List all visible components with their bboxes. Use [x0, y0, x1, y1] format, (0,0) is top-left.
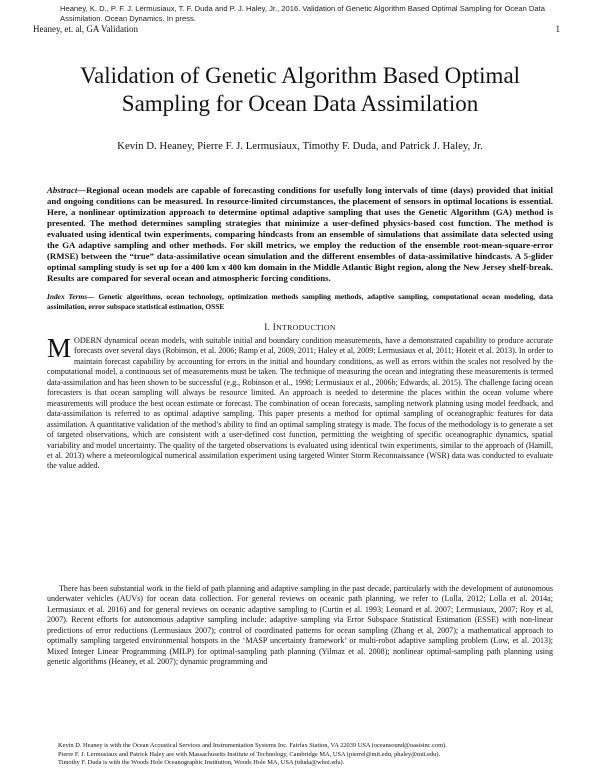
running-head: [33, 24, 560, 35]
running-head-text: Heaney, et. al, GA Validation: [33, 24, 138, 34]
section-heading: [40, 322, 560, 332]
citation-header: Heaney, K. D., P. F. J. Lermusiaux, T. F. Duda and P. J. Haley, Jr., 2016. Validation of Genetic Algorithm Based Optimal Sampling for Ocean Data Assimilation. Ocean Dynamics. In press.: [60, 4, 545, 23]
drop-cap: M: [47, 333, 72, 363]
section-title-rest: NTRODUCTION: [276, 323, 336, 332]
abstract-text: —Regional ocean models are capable of forecasting conditions for usefully long intervals of time (days) provided that initial and ongoing conditions can be measured. In resource-limited circumstances, the placement of sensors in optimal locations is essential. Here, a nonlinear optimization approach to determine optimal adaptive sampling that uses the Genetic Algorithm (GA) method is presented. The method determines sampling strategies that minimize a user-defined physics-based cost function. The method is evaluated using identical twin experiments, comparing hindcasts from an ensemble of simulations that assimilate data selected using the GA adaptive sampling and other methods. For skill metrics, we employ the reduction of the ensemble root-mean-square-error (RMSE) between the “true” data-assimilative ocean simulation and the different ensembles of data-assimilative hindcasts. A 5-glider optimal sampling study is set up for a 400 km x 400 km domain in the Middle Atlantic Bight region, along the New Jersey shelf-break. Results are compared for several ocean and atmospheric forcing conditions.: [47, 185, 553, 283]
section-numeral: I.: [264, 322, 271, 332]
paper-title: Validation of Genetic Algorithm Based Optimal Sampling for Ocean Data Assimilation: [79, 63, 521, 116]
footnote: Timothy F. Duda is with the Woods Hole Oceanographic Institution, Woods Hole MA, USA (tduda@whoi.edu).: [58, 759, 345, 766]
intro-paragraph-1: [47, 333, 553, 472]
abstract-label: Abstract: [47, 185, 78, 195]
author-footnotes: [47, 742, 553, 768]
intro-lead-word: ODERN: [74, 336, 102, 345]
intro-paragraph-1-text: dynamical ocean models, with suitable initial and boundary condition measurements, have a demonstrated capability to produce accurate forecasts over several days (Robinson, et al. 2006; Ramp et al, 2009, 2011; Haley et al, 2009; Lermusiaux et al, 2011; Hoteit et al. 2013). In order to maintain forecast capability by accounting for errors in the initial and boundary conditions, as well as errors within the scales not resolved by the computational model, a continuous set of measurements must be taken. The technique of measuring the ocean and integrating these measurements is termed data-assimilation and has been shown to be successful (e.g., Robinson et al., 1998; Lermusiaux et al., 2006b; Edwards, al. 2015). The challenge facing ocean forecasters is that ocean sampling will always be resource limited. An approach is needed to determine the places within the ocean volume where measurements will produce the best ocean estimate or forecast. The combination of ocean forecasts, sampling network planning using model feedback, and data-assimilation is referred to as optimal adaptive sampling. This paper presents a method for optimal sampling of oceanographic features for data assimilation. A quantitative validation of the method’s ability to find an optimal sampling strategy is made. The focus of the methodology is to generate a set of targeted observations, which are consistent with a user-defined cost function, permitting the weighting of specific oceanographic dynamics, spatial variability and model uncertainty. The quality of the targeted observations is evaluated using identical twin experiments, similar to the approach of (Hamill, et al. 2013) where a meteorological numerical assimilation experiment using targeted Winter Storm Reconnaissance (WSR) data was conducted to evaluate the value added.: [47, 336, 553, 471]
index-terms-label: Index Terms: [47, 292, 88, 301]
index-terms-text: — Genetic algorithms, ocean technology, optimization methods sampling methods, adaptive sampling, computational ocean modeling, data assimilation, error subspace statistical estimation, OSSE: [47, 292, 553, 311]
index-terms: [47, 292, 553, 311]
author-list: Kevin D. Heaney, Pierre F. J. Lermusiaux, Timothy F. Duda, and Patrick J. Haley, Jr.: [117, 140, 483, 152]
abstract: [47, 185, 553, 284]
footnote: Kevin D. Heaney is with the Ocean Acoustical Services and Instrumentation Systems Inc. Fairfax Station, VA 22039 USA (oceansound@oasisinc.com).: [58, 742, 447, 749]
footnote: Pierre F. J. Lermusiaux and Patrick Haley are with Massachusetts Institute of Technology, Cambridge MA, USA (pierrel@mit.edu, phaley@mit.edu).: [58, 750, 441, 758]
page-number: 1: [555, 24, 560, 34]
section-title-initial: I: [272, 322, 277, 332]
intro-paragraph-2: There has been substantial work in the field of path planning and adaptive sampling in the past decade, particularly with the development of autonomous underwater vehicles (AUVs) for ocean data collection. For general reviews on oceanic path planning, we refer to (Lolla, 2012; Lolla et al. 2014a; Lermusiaux et al. 2016) and for general reviews on oceanic adaptive sampling to (Curtin et al. 1993; Leonard et al. 2007; Lermusiaux, 2007; Roy et al, 2007). Recent efforts for autonomous adaptive sampling include: adaptive sampling via Error Subspace Statistical Estimation (ESSE) with non-linear predictions of error reductions (Lermusiaux 2007); control of coordinated patterns for ocean sampling (Zhang et al, 2007); a mathematical approach to optimally sampling targeted environmental hotspots in the ‘MASP uncertainty framework’ or multi-robot adaptive sampling problem (Low, et al. 2013); Mixed Integer Linear Programming (MILP) for optimal-sampling path planning (Yilmaz et al. 2008); nonlinear optimal-sampling path planning using genetic algorithms (Heaney, et al. 2007); dynamic programming and: [47, 584, 553, 667]
